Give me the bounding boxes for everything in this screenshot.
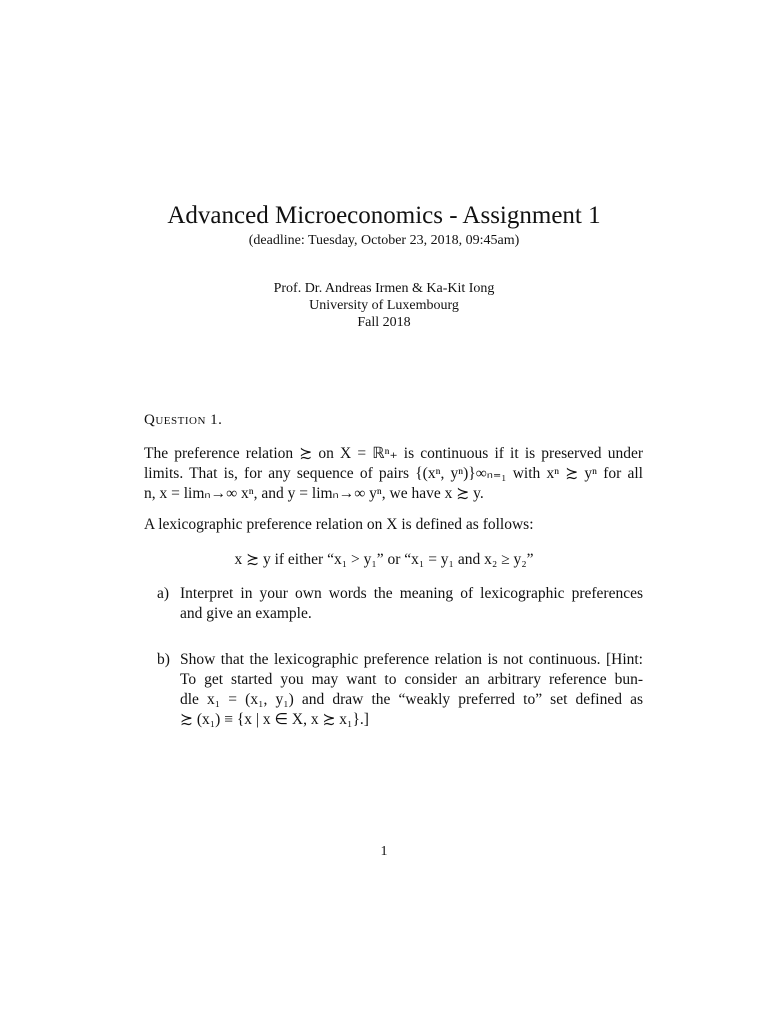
item-line: Show that the lexicographic preference relation is not continuous. [Hint: (180, 651, 643, 668)
lexicographic-intro: A lexicographic preference relation on X is defined as follows: (144, 516, 534, 533)
item-b-label: b) (157, 651, 170, 668)
term-line: Fall 2018 (357, 315, 411, 330)
paragraph-line: limits. That is, for any sequence of pairs {(xⁿ, yⁿ)}∞ₙ₌₁ with xⁿ ≿ yⁿ for all (144, 465, 643, 482)
paragraph-line: The preference relation ≿ on X = ℝⁿ₊ is continuous if it is preserved under (144, 445, 643, 462)
continuity-definition-paragraph (144, 444, 643, 504)
item-line: and give an example. (180, 605, 312, 622)
paragraph-line: n, x = limₙ→∞ xⁿ, and y = limₙ→∞ yⁿ, we have x ≿ y. (144, 485, 484, 502)
document-title: Advanced Microeconomics - Assignment 1 (167, 202, 601, 229)
item-line: To get started you may want to consider an arbitrary reference bun- (180, 671, 643, 688)
item-a-text (180, 584, 643, 624)
item-line: Interpret in your own words the meaning of lexicographic preferences (180, 585, 643, 602)
display-formula: x ≿ y if either “x₁ > y₁” or “x₁ = y₁ and x₂ ≥ y₂” (234, 551, 534, 568)
question-heading: Question 1. (144, 412, 223, 428)
item-line: dle x₁ = (x₁, y₁) and draw the “weakly preferred to” set defined as (180, 691, 643, 708)
deadline-line: (deadline: Tuesday, October 23, 2018, 09:45am) (248, 233, 520, 248)
authors-line: Prof. Dr. Andreas Irmen & Ka-Kit Iong (273, 281, 495, 296)
university-line: University of Luxembourg (309, 298, 459, 313)
item-a-label: a) (157, 585, 170, 602)
item-b-text (180, 650, 643, 730)
item-line: ≿ (x₁) ≡ {x | x ∈ X, x ≿ x₁}.] (180, 711, 369, 728)
page-number: 1 (380, 844, 388, 859)
